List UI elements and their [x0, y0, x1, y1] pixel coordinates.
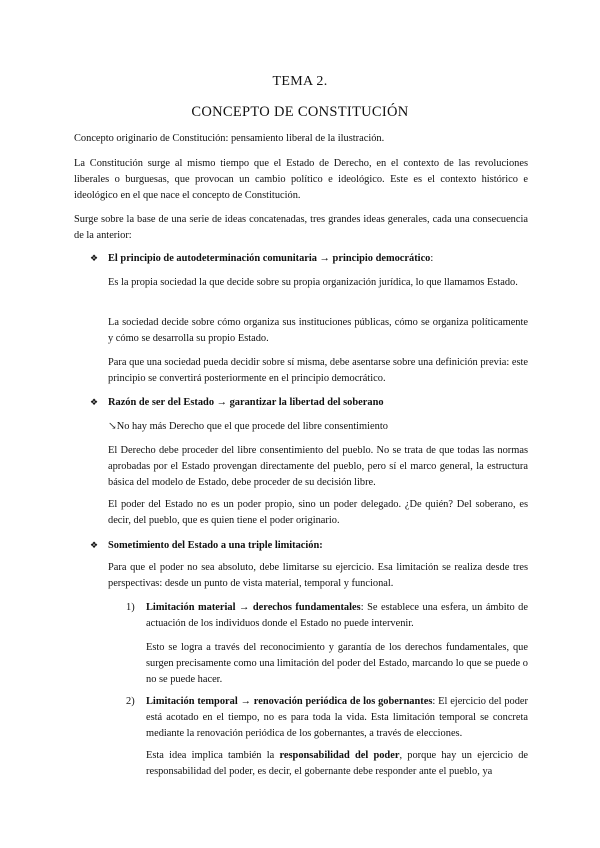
intro-paragraph: Concepto originario de Constitución: pensamiento liberal de la ilustración. — [74, 133, 385, 144]
section-3-paragraph-1: Para que el poder no sea absoluto, debe limitarse su ejercicio. Esa limitación se realiza desde tres perspectivas: desde un punto de vista material, temporal y funcional. — [108, 562, 528, 589]
section-1-paragraph-1: Es la propia sociedad la que decide sobre su propia organización jurídica, lo que llamamos Estado. — [108, 277, 518, 288]
surge-paragraph: Surge sobre la base de una serie de ideas concatenadas, tres grandes ideas generales, cada una consecuencia de la anterior: — [74, 214, 528, 241]
diamond-bullet-icon: ❖ — [90, 253, 99, 263]
section-1-heading: ❖ El principio de autodeterminación comunitaria → principio democrático: — [90, 250, 530, 267]
section-1-title: El principio de autodeterminación comunitaria → principio democrático — [108, 253, 431, 264]
list-item-2: 2) Limitación temporal → renovación periódica de los gobernantes: El ejercicio del poder está acotado en el tiempo, no es para toda la vida. Esta limitación temporal se concreta mediante la renovación periódica de los gobernantes, a través de elecciones. — [126, 696, 528, 739]
list-number: 2) — [126, 696, 135, 707]
diamond-bullet-icon: ❖ — [90, 540, 99, 550]
page-title: TEMA 2. — [272, 74, 328, 89]
list-number: 1) — [126, 602, 135, 613]
context-paragraph: La Constitución surge al mismo tiempo que el Estado de Derecho, en el contexto de las revoluciones liberales o burguesas, que provocan un cambio político e ideológico. Este es el contexto histórico e ideológico en el que nace el concepto de Constitución. — [74, 158, 528, 201]
section-3-heading — [90, 537, 530, 554]
page-subtitle: CONCEPTO DE CONSTITUCIÓN — [191, 104, 409, 120]
section-2-heading — [90, 394, 530, 411]
list-item-1-detail: Esto se logra a través del reconocimiento y garantía de los derechos fundamentales, que surgen precisamente como una limitación del poder del Estado, marcando lo que se puede o no se puede hacer. — [146, 642, 528, 685]
list-item-2-title: Limitación temporal → renovación periódica de los gobernantes — [146, 696, 433, 707]
section-2-title: Razón de ser del Estado → garantizar la libertad del soberano — [108, 397, 384, 408]
list-item-1: 1) Limitación material → derechos fundamentales: Se establece una esfera, un ámbito de actuación de los individuos donde el Estado no puede intervenir. — [126, 602, 528, 629]
section-2-note: ↘No hay más Derecho que el que procede del libre consentimiento — [108, 421, 388, 432]
section-3-title: Sometimiento del Estado a una triple limitación: — [108, 540, 323, 551]
section-2-paragraph-1: El Derecho debe proceder del libre consentimiento del pueblo. No se trata de que todas las normas aprobadas por el Estado provengan directamente del pueblo, pero sí el marco general, la estructura básica del modelo de Estado, debe proceder de su decisión libre. — [108, 445, 528, 488]
diamond-bullet-icon: ❖ — [90, 397, 99, 407]
section-2-paragraph-2: El poder del Estado no es un poder propio, sino un poder delegado. ¿De quién? Del soberano, es decir, del pueblo, que es quien tiene el poder originario. — [108, 499, 528, 526]
responsabilidad-term: responsabilidad del poder — [279, 750, 400, 761]
section-1-paragraph-2: La sociedad decide sobre cómo organiza sus instituciones públicas, cómo se organiza políticamente y cómo se desarrolla su propio Estado. — [108, 317, 528, 344]
list-item-2-detail: Esta idea implica también la responsabilidad del poder, porque hay un ejercicio de responsabilidad del poder, es decir, el gobernante debe responder ante el pueblo, ya — [146, 750, 529, 777]
section-1-paragraph-3: Para que una sociedad pueda decidir sobre sí misma, debe asentarse sobre una definición previa: este principio se convertirá posteriormente en el principio democrático. — [108, 357, 528, 384]
list-item-1-title: Limitación material → derechos fundamentales — [146, 602, 361, 613]
